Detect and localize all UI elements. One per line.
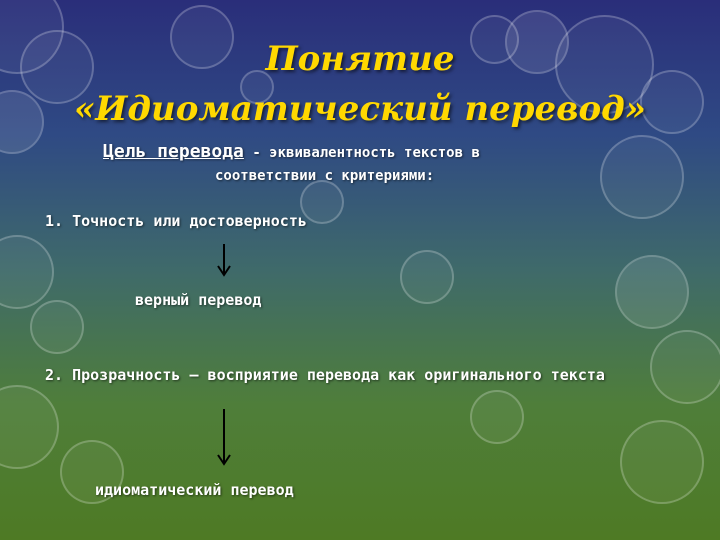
goal-text-2: соответствии с критериями:	[215, 168, 435, 184]
title-line-1: Понятие	[265, 39, 455, 79]
criterion-1-result: верный перевод	[135, 291, 262, 309]
arrow-down-icon	[216, 408, 232, 466]
criterion-2-result: идиоматический перевод	[95, 481, 294, 499]
title-line-2: «Идиоматический перевод»	[73, 89, 647, 129]
goal-text-1: - эквивалентность текстов в	[243, 145, 480, 161]
goal-line-1	[103, 141, 480, 162]
goal-label: Цель перевода	[103, 141, 244, 162]
criterion-1-text: 1. Точность или достоверность	[45, 212, 307, 230]
criterion-2-text: 2. Прозрачность – восприятие перевода как оригинального текста	[45, 366, 605, 384]
arrow-down-icon	[216, 243, 232, 277]
slide-title	[0, 34, 720, 134]
